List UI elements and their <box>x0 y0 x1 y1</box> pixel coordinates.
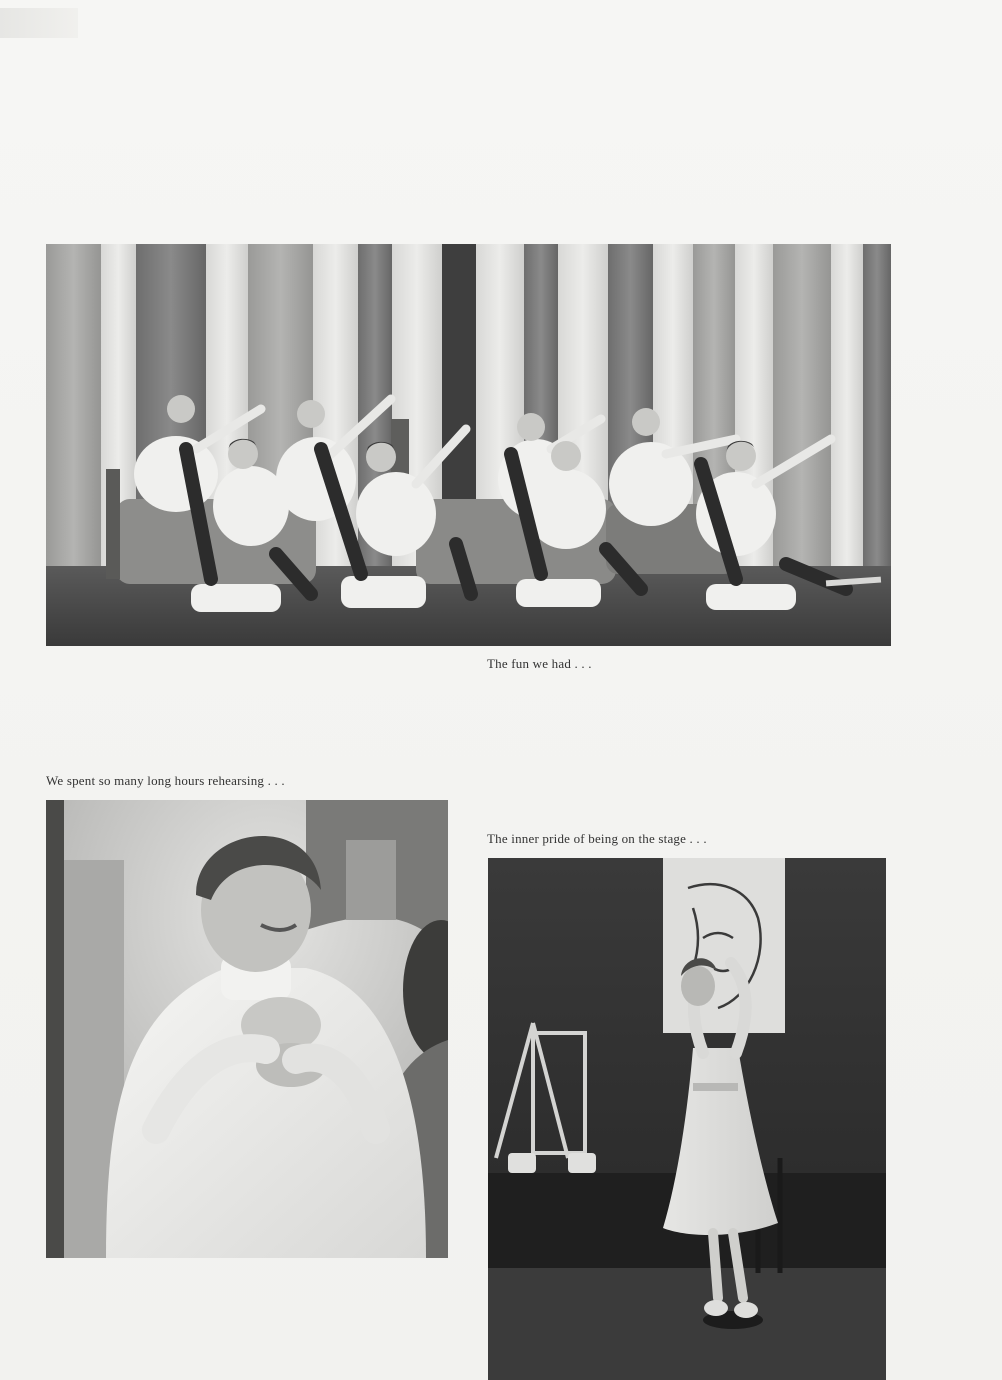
scan-corner-mark <box>0 8 78 38</box>
caption-rehearsing: We spent so many long hours rehearsing . . . <box>46 773 285 788</box>
stage-chorus-photo <box>46 244 891 646</box>
rehearsal-portrait-photo <box>46 800 448 1258</box>
caption-fun: The fun we had . . . <box>487 656 592 671</box>
stage-dancer-photo <box>488 858 886 1380</box>
caption-inner-pride: The inner pride of being on the stage . . . <box>487 831 707 846</box>
